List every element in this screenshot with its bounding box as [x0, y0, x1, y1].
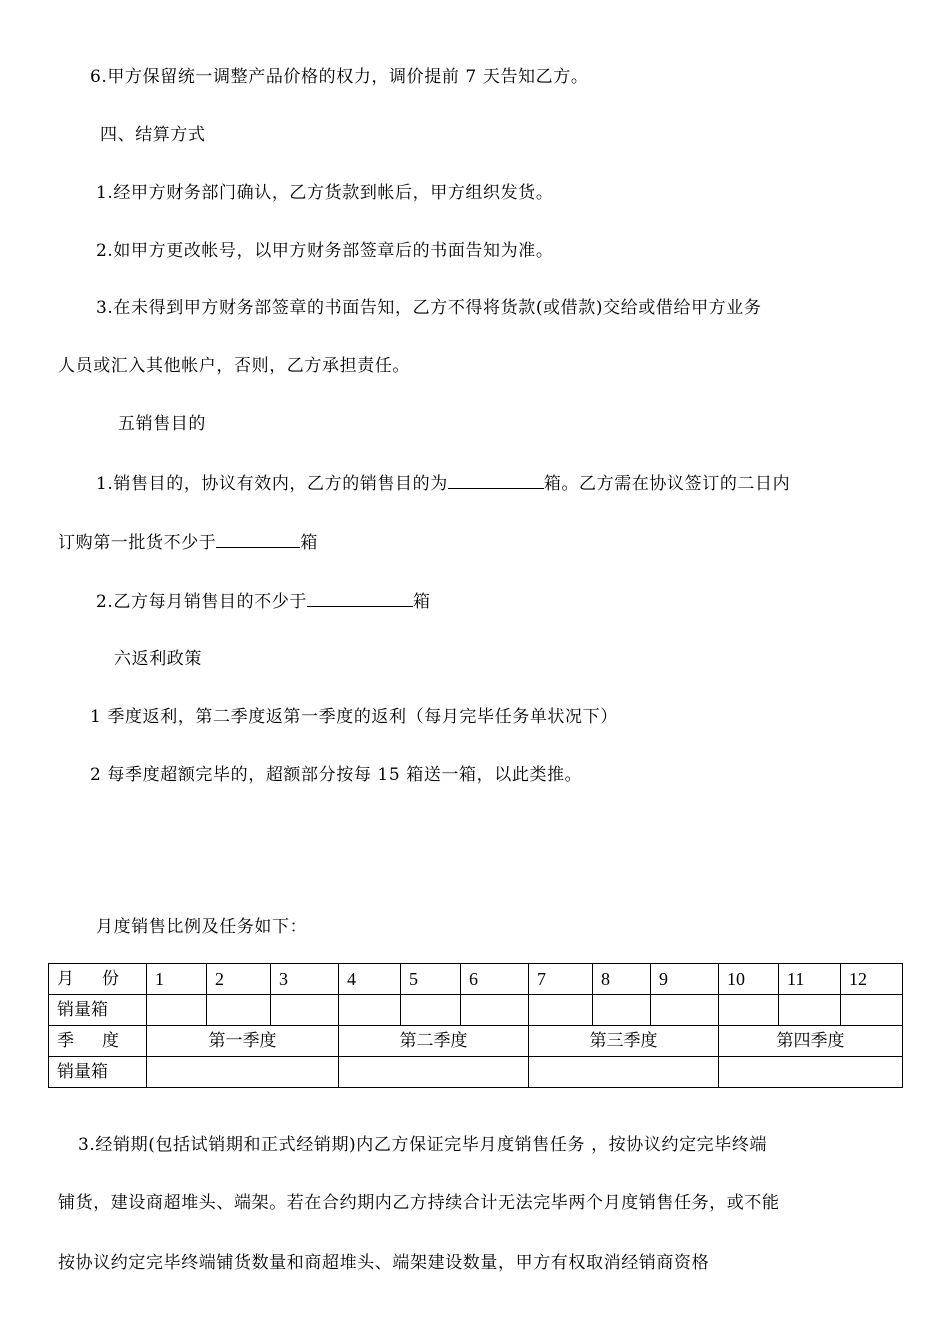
month-cell: 7 [529, 964, 593, 995]
clause-5-1-text-a: 1.销售目的，协议有效内，乙方的销售目的为 [96, 474, 448, 494]
month-cell: 6 [461, 964, 529, 995]
clause-5-1-text-b: 箱。乙方需在协议签订的二日内 [543, 474, 791, 494]
volume-cell[interactable] [271, 995, 339, 1026]
clause-4-3-line1: 3.在未得到甲方财务部签章的书面告知，乙方不得将货款(或借款)交给或借给甲方业务 [96, 298, 762, 318]
month-cell: 8 [593, 964, 651, 995]
quarter-volume-cell[interactable] [339, 1057, 529, 1088]
section-heading-rebate: 六返利政策 [114, 649, 202, 669]
volume-cell[interactable] [147, 995, 207, 1026]
quarter-volume-cell[interactable] [147, 1057, 339, 1088]
quarter-volume-cell[interactable] [529, 1057, 719, 1088]
clause-6-price-adjustment: 6.甲方保留统一调整产品价格的权力，调价提前 7 天告知乙方。 [90, 67, 589, 87]
monthly-volume-row [49, 995, 903, 1026]
clause-5-2-text-a: 2.乙方每月销售目的不少于 [96, 592, 308, 612]
month-cell: 1 [147, 964, 207, 995]
month-cell: 3 [271, 964, 339, 995]
volume-cell[interactable] [461, 995, 529, 1026]
clause-3-line1: 3.经销期(包括试销期和正式经销期)内乙方保证完毕月度销售任务 ，按协议约定完毕终端 [78, 1135, 768, 1155]
quarter-cell: 第四季度 [719, 1026, 903, 1057]
month-cell: 9 [651, 964, 719, 995]
month-cell: 12 [841, 964, 903, 995]
clause-4-1: 1.经甲方财务部门确认，乙方货款到帐后，甲方组织发货。 [96, 183, 554, 203]
month-cell: 11 [779, 964, 841, 995]
month-cell: 2 [207, 964, 271, 995]
volume-label: 销量箱 [49, 995, 147, 1026]
clause-5-1-line1 [96, 472, 790, 495]
volume-cell[interactable] [339, 995, 401, 1026]
clause-3-line3: 按协议约定完毕终端铺货数量和商超堆头、端架建设数量，甲方有权取消经销商资格 [58, 1253, 710, 1273]
first-order-blank[interactable] [216, 531, 300, 548]
quarter-header: 季 度 [49, 1026, 147, 1057]
clause-5-1-line2 [58, 531, 318, 554]
volume-cell[interactable] [593, 995, 651, 1026]
clause-5-1-text-c: 订购第一批货不少于 [58, 533, 217, 553]
clause-4-3-line2: 人员或汇入其他帐户，否则，乙方承担责任。 [58, 356, 410, 376]
volume-cell[interactable] [529, 995, 593, 1026]
table-intro: 月度销售比例及任务如下： [96, 917, 308, 937]
volume-cell[interactable] [401, 995, 461, 1026]
quarter-cell: 第一季度 [147, 1026, 339, 1057]
quarter-row [49, 1026, 903, 1057]
quarter-cell: 第二季度 [339, 1026, 529, 1057]
clause-6-2: 2 每季度超额完毕的，超额部分按每 15 箱送一箱，以此类推。 [90, 765, 583, 785]
monthly-target-blank[interactable] [307, 590, 413, 607]
section-heading-sales-target: 五销售目的 [118, 414, 206, 434]
clause-5-2 [96, 590, 431, 613]
month-cell: 10 [719, 964, 779, 995]
section-heading-settlement: 四、结算方式 [100, 125, 206, 145]
sales-target-blank[interactable] [448, 472, 544, 489]
volume-label: 销量箱 [49, 1057, 147, 1088]
month-cell: 5 [401, 964, 461, 995]
monthly-sales-table [48, 963, 903, 1088]
quarterly-volume-row [49, 1057, 903, 1088]
volume-cell[interactable] [841, 995, 903, 1026]
month-cell: 4 [339, 964, 401, 995]
quarter-volume-cell[interactable] [719, 1057, 903, 1088]
clause-6-1: 1 季度返利，第二季度返第一季度的返利（每月完毕任务单状况下） [90, 707, 618, 727]
volume-cell[interactable] [207, 995, 271, 1026]
clause-4-2: 2.如甲方更改帐号，以甲方财务部签章后的书面告知为准。 [96, 241, 554, 261]
volume-cell[interactable] [651, 995, 719, 1026]
clause-5-1-text-d: 箱 [300, 533, 319, 553]
month-header: 月 份 [49, 964, 147, 995]
quarter-cell: 第三季度 [529, 1026, 719, 1057]
volume-cell[interactable] [719, 995, 779, 1026]
month-row [49, 964, 903, 995]
clause-5-2-text-b: 箱 [413, 592, 431, 612]
clause-3-line2: 铺货，建设商超堆头、端架。若在合约期内乙方持续合计无法完毕两个月度销售任务，或不能 [58, 1193, 780, 1213]
volume-cell[interactable] [779, 995, 841, 1026]
